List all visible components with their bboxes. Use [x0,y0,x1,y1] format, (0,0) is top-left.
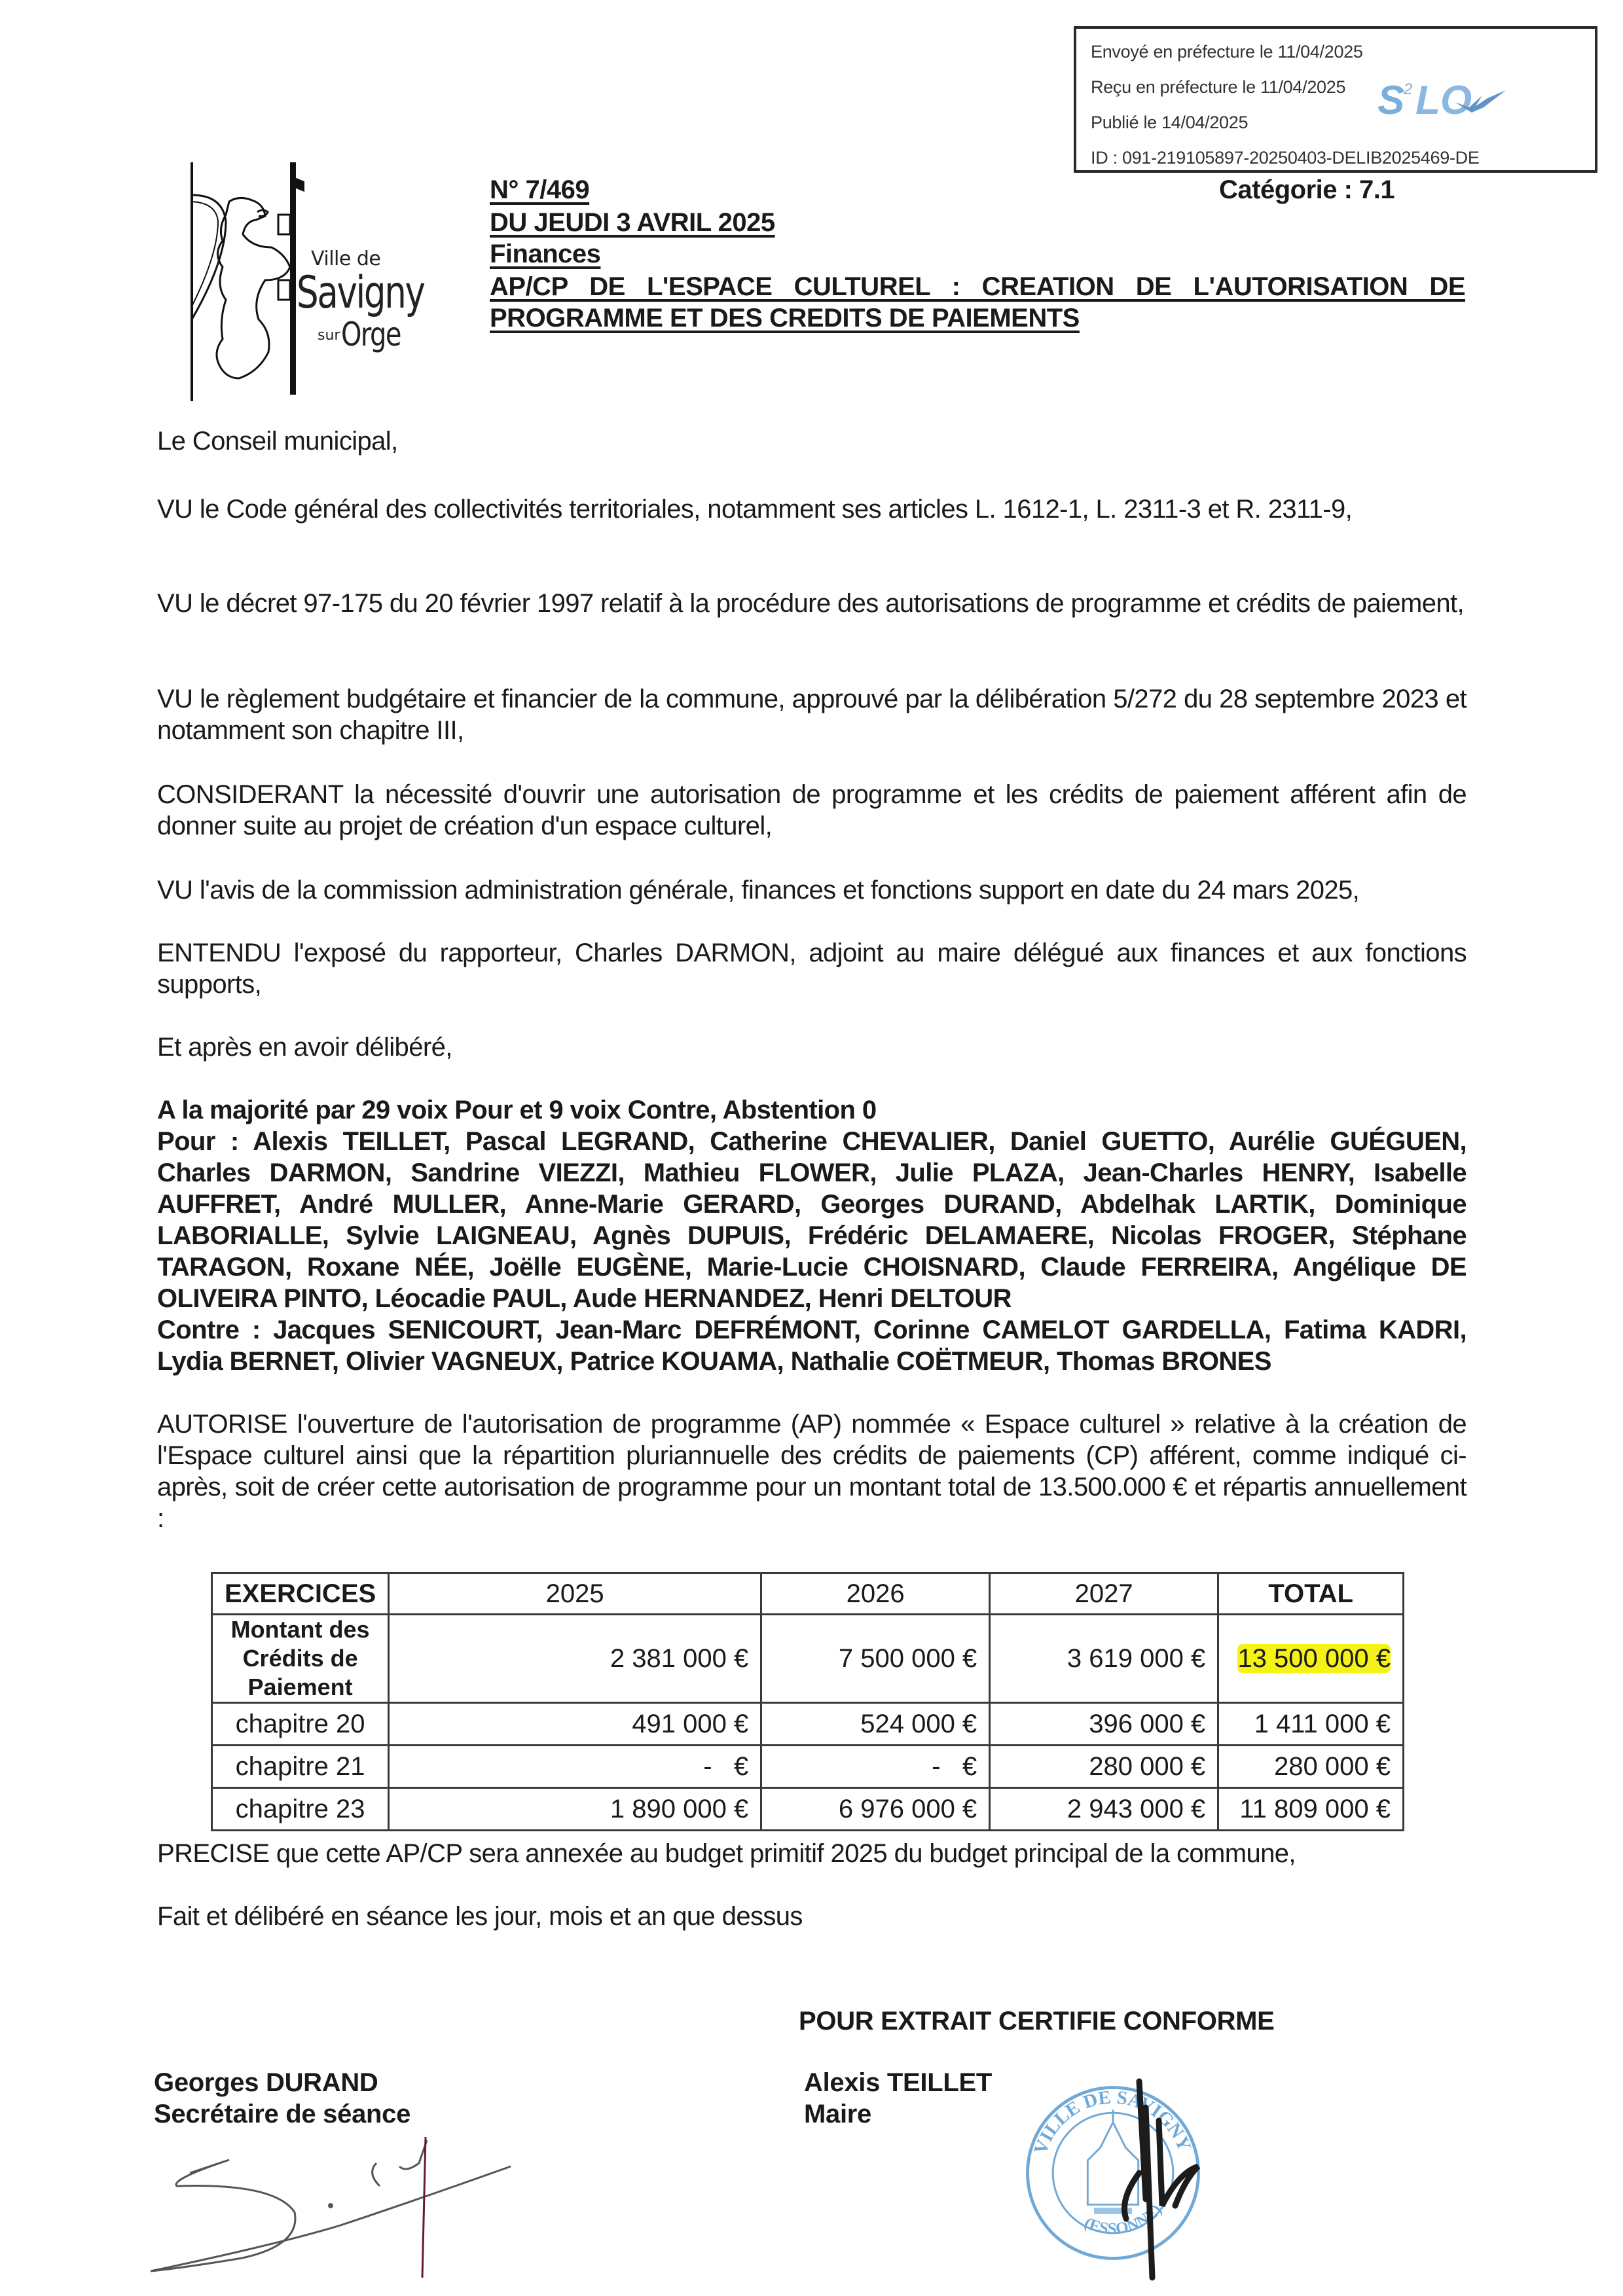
mayor-block [804,2067,992,2130]
cell-value: 3 619 000 € [990,1615,1218,1703]
autorise-paragraph: AUTORISE l'ouverture de l'autorisation de programme (AP) nommée « Espace culturel » relative à la création de l'Espace culturel ainsi que la répartition pluriannuelle des crédits de paiements (CP) afférent, comme indiqué ci-après, soit de créer cette autorisation de programme pour un montant total de 13.500.000 € et répartis annuellement : [157,1410,1467,1533]
cell-value: 2 381 000 € [389,1615,761,1703]
vu-decret-paragraph: VU le décret 97-175 du 20 février 1997 relatif à la procédure des autorisations de programme et crédits de paiement, [157,589,1465,618]
table-row [212,1746,1404,1788]
header-exercices: EXERCICES [212,1573,389,1615]
precise-paragraph: PRECISE que cette AP/CP sera annexée au budget primitif 2025 du budget principal de la commune, [157,1839,1296,1868]
logo-orge: Orge [341,315,401,353]
delibere-text: Et après en avoir délibéré, [157,1033,452,1062]
department: Finances [490,240,601,268]
stamp-received-date: Reçu en préfecture le 11/04/2025 [1091,77,1346,97]
secretary-block [154,2067,410,2130]
stamp-published-date: Publié le 14/04/2025 [1091,113,1249,132]
apcp-table [211,1572,1404,1831]
cell-value: 524 000 € [761,1703,990,1746]
mayor-role: Maire [804,2100,871,2128]
s2lo-logo-icon [1377,76,1508,122]
table-row [212,1788,1404,1831]
svg-text:S: S [1377,78,1405,122]
mayor-signature-icon [1113,2068,1244,2284]
cell-value: 7 500 000 € [761,1615,990,1703]
table-row [212,1615,1404,1703]
row-label: chapitre 23 [212,1788,389,1831]
secretary-signature-icon [144,2127,537,2291]
stamp-id: ID : 091-219105897-20250403-DELIB2025469-DE [1091,148,1480,168]
highlighted-total: 13 500 000 € [1237,1643,1391,1673]
savigny-sur-orge-logo [187,156,462,404]
cell-value: 6 976 000 € [761,1788,990,1831]
table-row [212,1703,1404,1746]
svg-text:2: 2 [1404,81,1413,98]
logo-savigny: Savigny [297,267,424,319]
table-header-row [212,1573,1404,1615]
certification-title: POUR EXTRAIT CERTIFIE CONFORME [799,2007,1275,2036]
header-2027: 2027 [990,1573,1218,1615]
vu-code-paragraph: VU le Code général des collectivités territoriales, notamment ses articles L. 1612-1, L. 2311-3 et R. 2311-9, [157,495,1353,524]
vote-contre-list: Contre : Jacques SENICOURT, Jean-Marc DEFRÉMONT, Corinne CAMELOT GARDELLA, Fatima KADRI, Lydia BERNET, Olivier VAGNEUX, Patrice KOUAMA, Nathalie COËTMEUR, Thomas BRONES [157,1316,1467,1376]
cell-value: 491 000 € [389,1703,761,1746]
cell-value: - € [761,1746,990,1788]
lion-crest-icon [187,156,304,404]
deliberation-title: AP/CP DE L'ESPACE CULTUREL : CREATION DE L'AUTORISATION DE PROGRAMME ET DES CREDITS DE PAIEMENTS [490,272,1465,332]
entendu-paragraph: ENTENDU l'exposé du rapporteur, Charles DARMON, adjoint au maire délégué aux finances et aux fonctions supports, [157,939,1467,999]
mayor-name: Alexis TEILLET [804,2068,992,2097]
vu-reglement-paragraph: VU le règlement budgétaire et financier de la commune, approuvé par la délibération 5/272 du 28 septembre 2023 et notamment son chapitre III, [157,685,1467,745]
header-2026: 2026 [761,1573,990,1615]
deliberation-number: N° 7/469 [490,175,590,204]
cell-value: - € [389,1746,761,1788]
svg-text:VILLE DE SAVIGNY: VILLE DE SAVIGNY [1030,2087,1195,2157]
cell-total: 280 000 € [1218,1746,1404,1788]
intro-text: Le Conseil municipal, [157,427,398,456]
row-label: chapitre 20 [212,1703,389,1746]
header-2025: 2025 [389,1573,761,1615]
svg-text:LO: LO [1415,78,1472,122]
header-total: TOTAL [1218,1573,1404,1615]
cell-value: 280 000 € [990,1746,1218,1788]
row-label: chapitre 21 [212,1746,389,1788]
prefecture-stamp [1074,26,1597,173]
secretary-name: Georges DURAND [154,2068,378,2097]
cell-total: 1 411 000 € [1218,1703,1404,1746]
cell-value: 396 000 € [990,1703,1218,1746]
cell-total [1218,1615,1404,1703]
svg-text:(ESSONNE): (ESSONNE) [1081,2201,1166,2238]
considerant-paragraph: CONSIDERANT la nécessité d'ouvrir une autorisation de programme et les crédits de paiement afférent afin de donner suite au projet de création d'un espace culturel, [157,780,1467,840]
cell-total: 11 809 000 € [1218,1788,1404,1831]
secretary-role: Secrétaire de séance [154,2100,411,2128]
stamp-sent-date: Envoyé en préfecture le 11/04/2025 [1091,42,1363,62]
row-label: Montant des Crédits de Paiement [212,1615,389,1703]
session-date: DU JEUDI 3 AVRIL 2025 [490,208,775,237]
cell-value: 2 943 000 € [990,1788,1218,1831]
vote-summary: A la majorité par 29 voix Pour et 9 voix Contre, Abstention 0 [157,1096,877,1124]
category: Catégorie : 7.1 [1219,175,1395,204]
cell-value: 1 890 000 € [389,1788,761,1831]
fait-text: Fait et délibéré en séance les jour, mois et an que dessus [157,1902,803,1931]
vote-pour-list: Pour : Alexis TEILLET, Pascal LEGRAND, Catherine CHEVALIER, Daniel GUETTO, Aurélie GUÉGUEN, Charles DARMON, Sandrine VIEZZI, Mathieu FLOWER, Julie PLAZA, Jean-Charles HENRY, Isabelle AUFFRET, André MULLER, Anne-Marie GERARD, Georges DURAND, Abdelhak LARTIK, Dominique LABORIALLE, Sylvie LAIGNEAU, Agnès DUPUIS, Frédéric DELAMAERE, Nicolas FROGER, Stéphane TARAGON, Roxane NÉE, Joëlle EUGÈNE, Marie-Lucie CHOISNARD, Claude FERREIRA, Angélique DE OLIVEIRA PINTO, Léocadie PAUL, Aude HERNANDEZ, Henri DELTOUR [157,1127,1467,1313]
vu-avis-paragraph: VU l'avis de la commission administration générale, finances et fonctions support en date du 24 mars 2025, [157,876,1360,905]
logo-ville-de: Ville de [311,247,381,270]
logo-sur: sur [318,327,340,344]
